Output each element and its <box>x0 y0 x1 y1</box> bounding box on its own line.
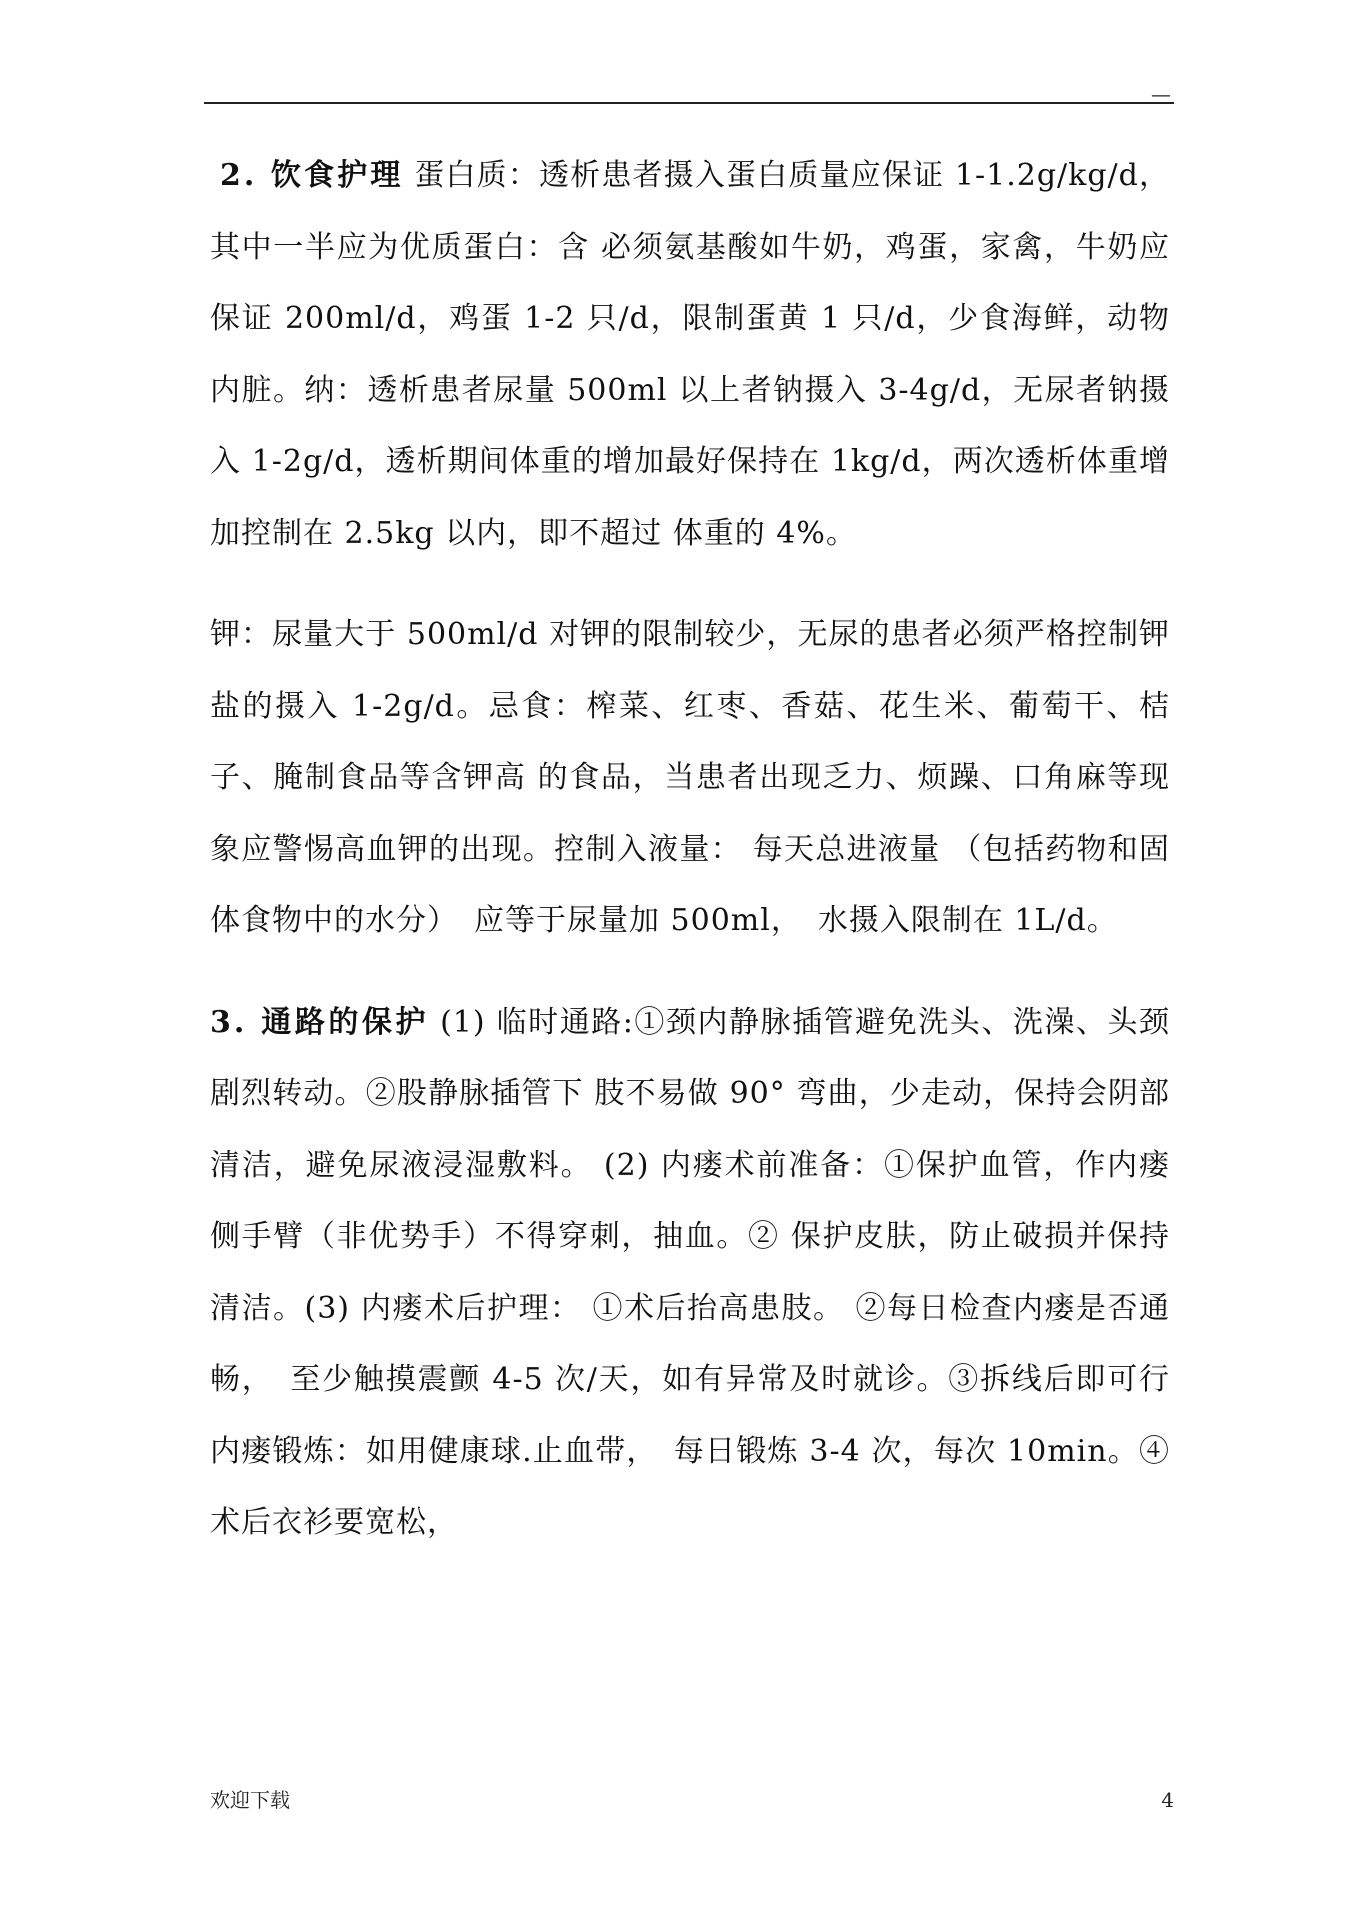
document-body <box>210 140 1170 1559</box>
section-heading-access-protection: 3. 通路的保护 <box>210 1004 429 1040</box>
page-number: 4 <box>1161 1788 1174 1812</box>
paragraph-text: 蛋白质：透析患者摄入蛋白质量应保证 1-1.2g/kg/d，其中一半应为优质蛋白：含 必须氨基酸如牛奶，鸡蛋，家禽，牛奶应保证 200ml/d，鸡蛋 1-2 只/d，限制蛋黄 1 只/d，少食海鲜，动物内脏。纳：透析患者尿量 500ml 以上者钠摄入 3-4g/d，无尿者钠摄入 1-2g/d，透析期间体重的增加最好保持在 1kg/d，两次透析体重增加控制在 2.5kg 以内，即不超过 体重的 4%。 <box>210 158 1170 551</box>
paragraph-diet-care <box>210 140 1170 569</box>
paragraph-access-protection <box>210 987 1170 1559</box>
paragraph-potassium <box>210 599 1170 957</box>
header-mark: — <box>1151 82 1171 106</box>
header-divider <box>204 102 1174 104</box>
paragraph-text: (1) 临时通路:①颈内静脉插管避免洗头、洗澡、头颈剧烈转动。②股静脉插管下 肢不易做 90° 弯曲，少走动，保持会阴部清洁，避免尿液浸湿敷料。 (2) 内瘘术前准备：①保护血管，作内瘘侧手臂（非优势手）不得穿刺，抽血。② 保护皮肤，防止破损并保持清洁。(3) 内瘘术后护理： ①术后抬高患肢。 ②每日检查内瘘是否通畅， 至少触摸震颤 4-5 次/天，如有异常及时就诊。③拆线后即可行内瘘锻炼：如用健康球.止血带， 每日锻炼 3-4 次，每次 10min。④术后衣衫要宽松， <box>210 1004 1170 1540</box>
footer-label: 欢迎下载 <box>210 1788 290 1812</box>
paragraph-text: 钾：尿量大于 500ml/d 对钾的限制较少，无尿的患者必须严格控制钾盐的摄入 1-2g/d。忌食：榨菜、红枣、香菇、花生米、葡萄干、桔子、腌制食品等含钾高 的食品，当患者出现乏力、烦躁、口角麻等现象应警惕高血钾的出现。控制入液量： 每天总进液量 （包括药物和固体食物中的水分） 应等于尿量加 500ml， 水摄入限制在 1L/d。 <box>210 617 1170 938</box>
section-heading-diet-care: 2. 饮食护理 <box>220 158 404 193</box>
